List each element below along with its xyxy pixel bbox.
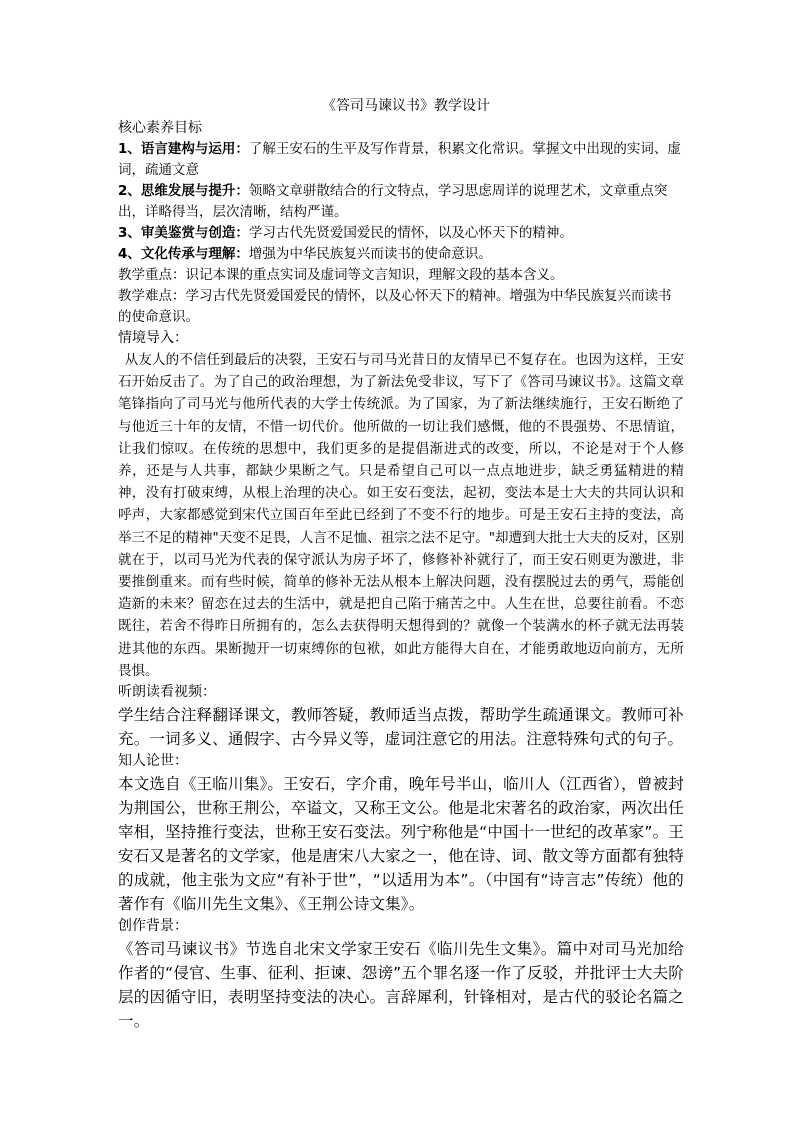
goal-item-4 [118,244,684,265]
goal-item-4-label: 4、文化传承与理解： [118,246,249,262]
core-goals-heading: 核心素养目标 [118,120,202,136]
difficult-point [118,286,684,328]
goal-item-3-label: 3、审美鉴赏与创造： [118,225,249,241]
video-paragraph: 学生结合注释翻译课文，教师答疑，教师适当点拨，帮助学生疏通课文。教师可补充。一词多义、通假字、古今异义等，虚词注意它的用法。注意特殊句式的句子。 [118,706,684,749]
background-paragraph: 《答司马谏议书》节选自北宋文学家王安石《临川先生文集》。篇中对司马光加给作者的“侵官、生事、征利、拒谏、怨谤”五个罪名逐一作了反驳，并批评士大夫阶层的因循守旧，表明坚持变法的决心。言辞犀利，针锋相对，是古代的驳论名篇之一。 [118,940,684,1031]
goal-item-2 [118,181,684,223]
goal-item-3-text: 学习古代先贤爱国爱民的情怀，以及心怀天下的精神。 [248,225,573,241]
background-heading: 创作背景： [118,918,188,935]
difficult-point-label: 教学难点： [118,288,186,304]
goal-item-2-text: 领略文章骈散结合的行文特点，学习思虑周详的说理艺术，文章重点突出，详略得当，层次清晰，结构严谨。 [118,183,668,220]
intro-heading: 情境导入： [118,330,188,346]
goal-item-4-text: 增强为中华民族复兴而读书的使命意识。 [248,246,492,262]
difficult-point-text: 学习古代先贤爱国爱民的情怀，以及心怀天下的精神。增强为中华民族复兴而读书的使命意识。 [118,288,672,325]
author-heading: 知人论世： [118,753,188,770]
goal-item-1-label: 1、语言建构与运用： [118,141,249,157]
document-title: 《答司马谏议书》教学设计 [322,98,490,114]
document-page [118,94,684,1033]
key-point [118,265,684,286]
goal-item-3 [118,223,684,244]
goal-item-2-label: 2、思维发展与提升： [118,183,249,199]
intro-paragraph: 从友人的不信任到最后的决裂，王安石与司马光昔日的友情早已不复存在。也因为这样，王安石开始反击了。为了自己的政治理想，为了新法免受非议，写下了《答司马谏议书》。这篇文章笔锋指向了司马光与他所代表的大学士传统派。为了国家，为了新法继续施行，王安石断绝了与他近三十年的友情，不惜一切代价。他所做的一切让我们感慨，他的不畏强势、不思情谊，让我们惊叹。在传统的思想中，我们更多的是提倡渐进式的改变，所以，不论是对于个人修养，还是与人共事，都缺少果断之气。只是希望自己可以一点点地进步，缺乏勇猛精进的精神，没有打破束缚，从根上治理的决心。如王安石变法，起初，变法本是士大夫的共同认识和呼声，大家都感觉到宋代立国百年至此已经到了不变不行的地步。可是王安石主持的变法，高举三不足的精神"天变不足畏，人言不足恤、祖宗之法不足守。"却遭到大批士大夫的反对，区别就在于，以司马光为代表的保守派认为房子坏了，修修补补就行了，而王安石则更为激进，非要推倒重来。而有些时候，简单的修补无法从根本上解决问题，没有摆脱过去的勇气，焉能创造新的未来？留恋在过去的生活中，就是把自己陷于痛苦之中。人生在世，总要往前看。不恋既往，若舍不得昨日所拥有的，怎么去获得明天想得到的？就像一个装满水的杯子就无法再装进其他的东西。果断抛开一切束缚你的包袱，如此方能得大自在，才能勇敢地迈向前方，无所畏惧。 [118,352,684,679]
goal-item-1-text: 了解王安石的生平及写作背景，积累文化常识。掌握文中出现的实词、虚词，疏通文意 [118,141,681,178]
author-paragraph: 本文选自《王临川集》。王安石，字介甫，晚年号半山，临川人（江西省），曾被封为荆国公，世称王荆公，卒谥文，又称王文公。他是北宋著名的政治家，两次出任宰相，坚持推行变法，世称王安石变法。列宁称他是“中国十一世纪的改革家”。王安石又是著名的文学家，他是唐宋八大家之一，他在诗、词、散文等方面都有独特的成就，他主张为文应“有补于世”，“以适用为本”。（中国有“诗言志”传统）他的著作有《临川先生文集》、《王荆公诗文集》。 [118,775,684,914]
key-point-text: 识记本课的重点实词及虚词等文言知识，理解文段的基本含义。 [185,267,564,283]
video-heading: 听朗读看视频： [118,684,216,701]
key-point-label: 教学重点： [118,267,186,283]
goal-item-1 [118,139,684,181]
